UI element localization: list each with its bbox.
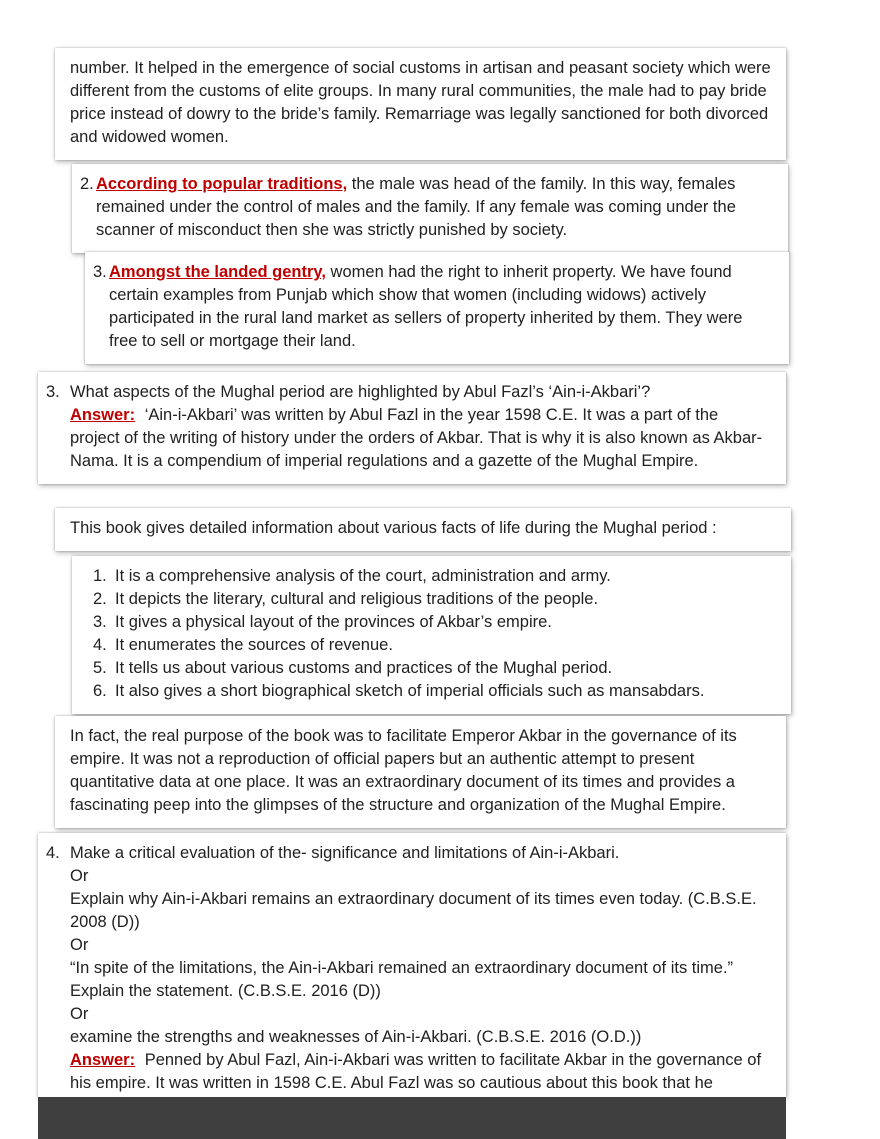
book-facts-list-block: [72, 556, 791, 714]
list-item-text: It tells us about various customs and practices of the Mughal period.: [115, 659, 613, 677]
list-number: 6.: [93, 682, 107, 700]
question-line: Make a critical evaluation of the- significance and limitations of Ain-i-Akbari.: [70, 844, 620, 862]
question-number: 4.: [46, 844, 60, 862]
question-line: examine the strengths and weaknesses of Ain-i-Akbari. (C.B.S.E. 2016 (O.D.)): [70, 1028, 642, 1046]
list-item-rest-text: the male was head of the family. In this way, females remained under the control of males and the family. If any female was coming under the scanner of misconduct then she was strictly punished by society.: [96, 175, 736, 239]
question-number: 3.: [46, 383, 60, 401]
list-item-text: It depicts the literary, cultural and religious traditions of the people.: [115, 590, 599, 608]
list-number: 2.: [93, 590, 107, 608]
list-item: [93, 611, 776, 634]
question-4-block: [38, 833, 786, 1097]
answer-label: Answer:: [70, 1051, 136, 1069]
list-number: 4.: [93, 636, 107, 654]
list-item-text: It is a comprehensive analysis of the court, administration and army.: [115, 567, 611, 585]
question-3-block: [38, 372, 786, 484]
highlighted-lead-text: According to popular traditions,: [96, 175, 348, 193]
gentry-list-item-block: [85, 252, 789, 364]
list-item: [93, 634, 776, 657]
question-or-separator: Or: [70, 1005, 89, 1023]
list-number: 3.: [93, 263, 107, 281]
list-item-text: It enumerates the sources of revenue.: [115, 636, 393, 654]
question-line: Explain why Ain-i-Akbari remains an extraordinary document of its times even today. (C.B.S.E. 2008 (D)): [70, 890, 757, 931]
book-purpose-text: In fact, the real purpose of the book was to facilitate Emperor Akbar in the governance of its empire. It was not a reproduction of official papers but an authentic attempt to present quantitative data at one place. It was an extraordinary document of its times and provides a fascinating peep into the glimpses of the structure and organization of the Mughal Empire.: [70, 727, 737, 814]
tradition-list-item-block: [72, 164, 788, 253]
list-item: [93, 565, 776, 588]
list-item-text: [109, 261, 774, 353]
question-text: What aspects of the Mughal period are highlighted by Abul Fazl’s ‘Ain-i-Akbari’?: [70, 383, 651, 401]
book-info-intro-block: [55, 508, 791, 551]
answer-paragraph: [70, 1049, 771, 1095]
question-content: [70, 842, 771, 1092]
list-item: [93, 680, 776, 703]
answer-text: ‘Ain-i-Akbari’ was written by Abul Fazl in the year 1598 C.E. It was a part of the project of the writing of history under the orders of Akbar. That is why it is also known as Akbar-Nama. It is a compendium of imperial regulations and a gazette of the Mughal Empire.: [70, 406, 763, 470]
list-item: [93, 588, 776, 611]
list-number: 1.: [93, 567, 107, 585]
intro-paragraph-block: [55, 48, 786, 160]
list-item-text: It gives a physical layout of the provinces of Akbar’s empire.: [115, 613, 552, 631]
list-number: 5.: [93, 659, 107, 677]
list-item-text: It also gives a short biographical sketch of imperial officials such as mansabdars.: [115, 682, 705, 700]
answer-paragraph: [70, 404, 771, 473]
highlighted-lead-text: Amongst the landed gentry,: [109, 263, 326, 281]
book-info-intro-text: This book gives detailed information about various facts of life during the Mughal period :: [70, 519, 717, 537]
intro-paragraph-text: number. It helped in the emergence of social customs in artisan and peasant society which were different from the customs of elite groups. In many rural communities, the male had to pay bride price instead of dowry to the bride’s family. Remarriage was legally sanctioned for both divorced and widowed women.: [70, 59, 771, 146]
question-or-separator: Or: [70, 867, 89, 885]
question-content: [70, 381, 771, 473]
book-facts-list: [93, 565, 776, 703]
answer-label: Answer:: [70, 406, 136, 424]
book-purpose-block: [55, 716, 786, 828]
question-or-separator: Or: [70, 936, 89, 954]
list-item-rest-text: women had the right to inherit property. We have found certain examples from Punjab which show that women (including widows) actively participated in the rural land market as sellers of property inherited by them. They were free to sell or mortgage their land.: [109, 263, 743, 350]
question-line: “In spite of the limitations, the Ain-i-Akbari remained an extraordinary document of its time.” Explain the statement. (C.B.S.E. 2016 (D)): [70, 959, 734, 1000]
list-item: [93, 657, 776, 680]
list-item-text: [96, 173, 773, 242]
list-number: 2.: [80, 175, 94, 193]
list-number: 3.: [93, 613, 107, 631]
answer-text: Penned by Abul Fazl, Ain-i-Akbari was written to facilitate Akbar in the governance of his empire. It was written in 1598 C.E. Abul Fazl was so cautious about this book that he: [70, 1051, 762, 1092]
page-bottom-dark-bar: [38, 1097, 786, 1139]
